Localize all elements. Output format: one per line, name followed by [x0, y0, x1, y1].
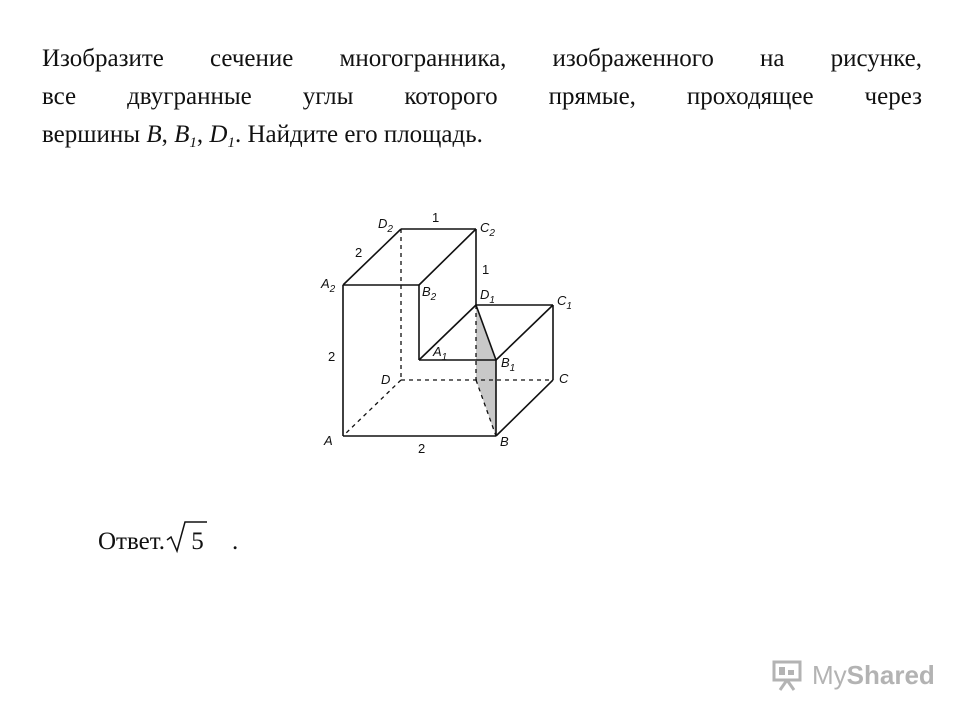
label-c1: $C_1$	[557, 293, 572, 312]
label-b: B	[500, 434, 509, 449]
radical-sign	[165, 520, 209, 554]
vertex-letter: D	[209, 121, 228, 148]
label-d1: $D_1$	[480, 287, 495, 306]
answer	[98, 528, 238, 556]
label-c: C	[559, 371, 569, 386]
vertex-d1	[209, 121, 235, 151]
polyhedron-figure	[300, 195, 600, 465]
problem-line-2: все двугранные углы которого прямые, проходящее через	[42, 83, 922, 110]
solid-edges	[343, 229, 553, 436]
vertex-subscript: 1	[189, 135, 197, 151]
presentation-board-icon	[770, 658, 806, 692]
problem-line-1: Изобразите сечение многогранника, изображенного на рисунке,	[42, 45, 922, 72]
label-b1: $B_1$	[501, 355, 516, 374]
vertex-subscript: 1	[227, 135, 235, 151]
label-a1: $A_1$	[433, 344, 448, 363]
label-a: A	[324, 433, 333, 448]
watermark-my: My	[812, 659, 847, 690]
dim-left-height: 2	[328, 349, 336, 364]
separator: ,	[161, 121, 175, 148]
problem-line-3	[42, 116, 922, 154]
label-a2: $A_2$	[321, 276, 336, 295]
answer-label: Ответ.	[98, 528, 166, 555]
label-b2: $B_2$	[422, 284, 437, 303]
label-c2: $C_2$	[480, 220, 495, 239]
section-polygon	[476, 305, 496, 436]
dim-c2-d1-edge: 1	[482, 262, 490, 277]
myshared-watermark	[770, 655, 935, 695]
vertex-b: B	[146, 121, 162, 148]
separator: ,	[196, 121, 210, 148]
vertex-b1	[174, 121, 197, 151]
answer-sqrt	[187, 528, 206, 556]
label-d2: $D_2$	[378, 216, 393, 235]
answer-radicand: 5	[191, 528, 204, 555]
problem-text	[42, 40, 922, 154]
line3-suffix: . Найдите его площадь.	[234, 121, 483, 148]
dim-bottom-edge: 2	[418, 441, 426, 456]
vertex-letter: B	[174, 121, 190, 148]
label-d: D	[381, 372, 391, 387]
dim-slant-edge: 2	[355, 245, 363, 260]
watermark-shared: Shared	[846, 659, 935, 690]
line3-prefix: вершины	[42, 121, 147, 148]
answer-end: .	[232, 528, 239, 555]
dim-top-edge: 1	[432, 210, 440, 225]
